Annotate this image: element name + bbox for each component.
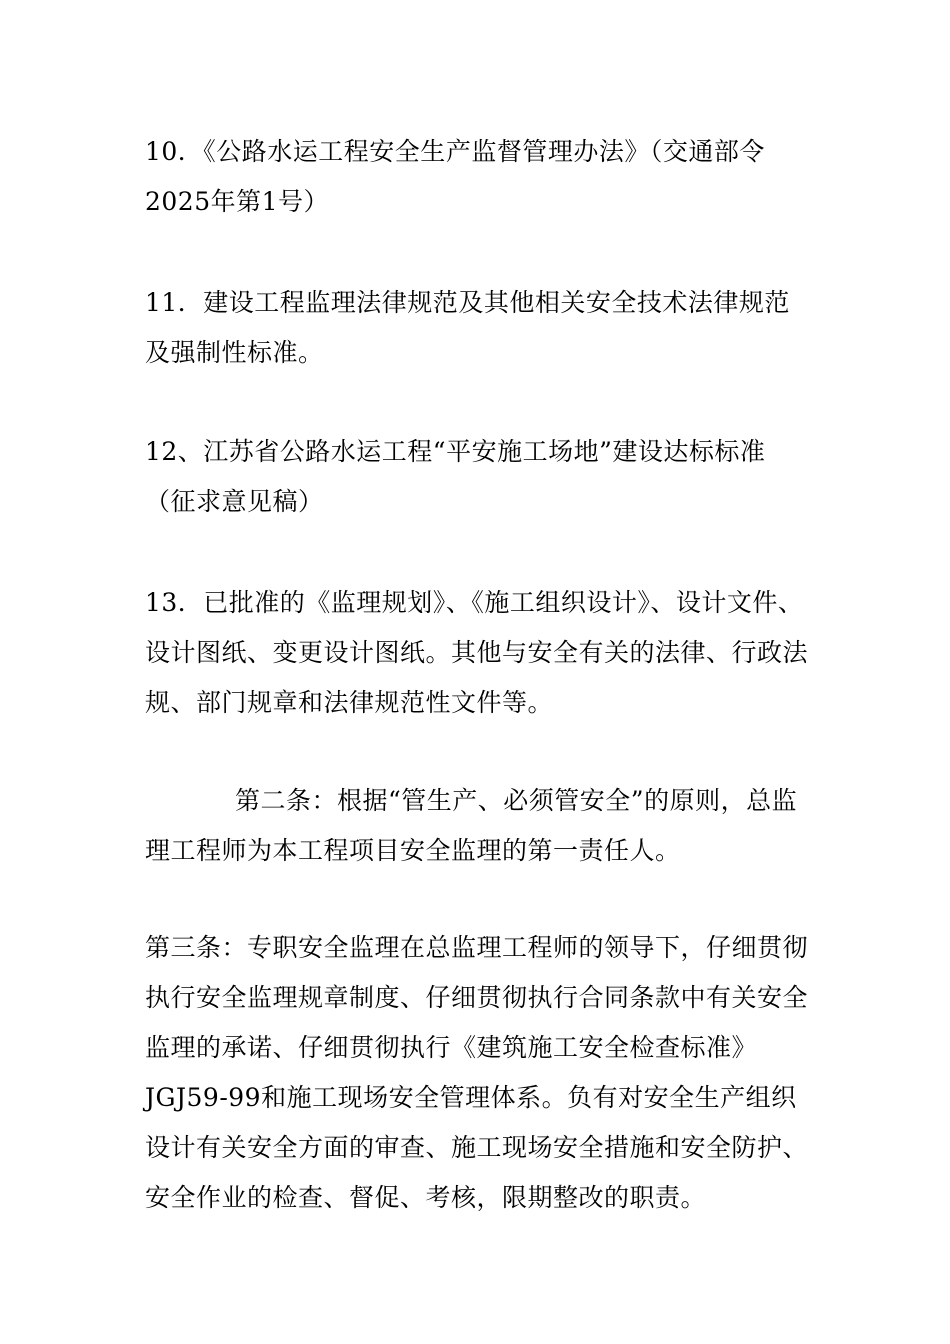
paragraph-item-10: 10．《公路水运工程安全生产监督管理办法》（交通部令2025年第1号） — [145, 137, 765, 216]
paragraph-article-2: 第二条：根据“管生产、必须管安全”的原则，总监理工程师为本工程项目安全监理的第一责任人。 — [145, 786, 798, 865]
paragraph-item-11: 11．建设工程监理法律规范及其他相关安全技术法律规范及强制性标准。 — [145, 288, 790, 367]
paragraph-item-12: 12、江苏省公路水运工程“平安施工场地”建设达标标准（征求意见稿） — [145, 437, 766, 516]
paragraph-article-3: 第三条：专职安全监理在总监理工程师的领导下，仔细贯彻执行安全监理规章制度、仔细贯彻执行合同条款中有关安全监理的承诺、仔细贯彻执行《建筑施工安全检查标准》JGJ59-99和施工现场安全管理体系。负有对安全生产组织设计有关安全方面的审查、施工现场安全措施和安全防护、安全作业的检查、督促、考核，限期整改的职责。 — [145, 933, 809, 1212]
paragraph-item-13: 13．已批准的《监理规划》、《施工组织设计》、设计文件、设计图纸、变更设计图纸。其他与安全有关的法律、行政法规、部门规章和法律规范性文件等。 — [145, 588, 809, 717]
